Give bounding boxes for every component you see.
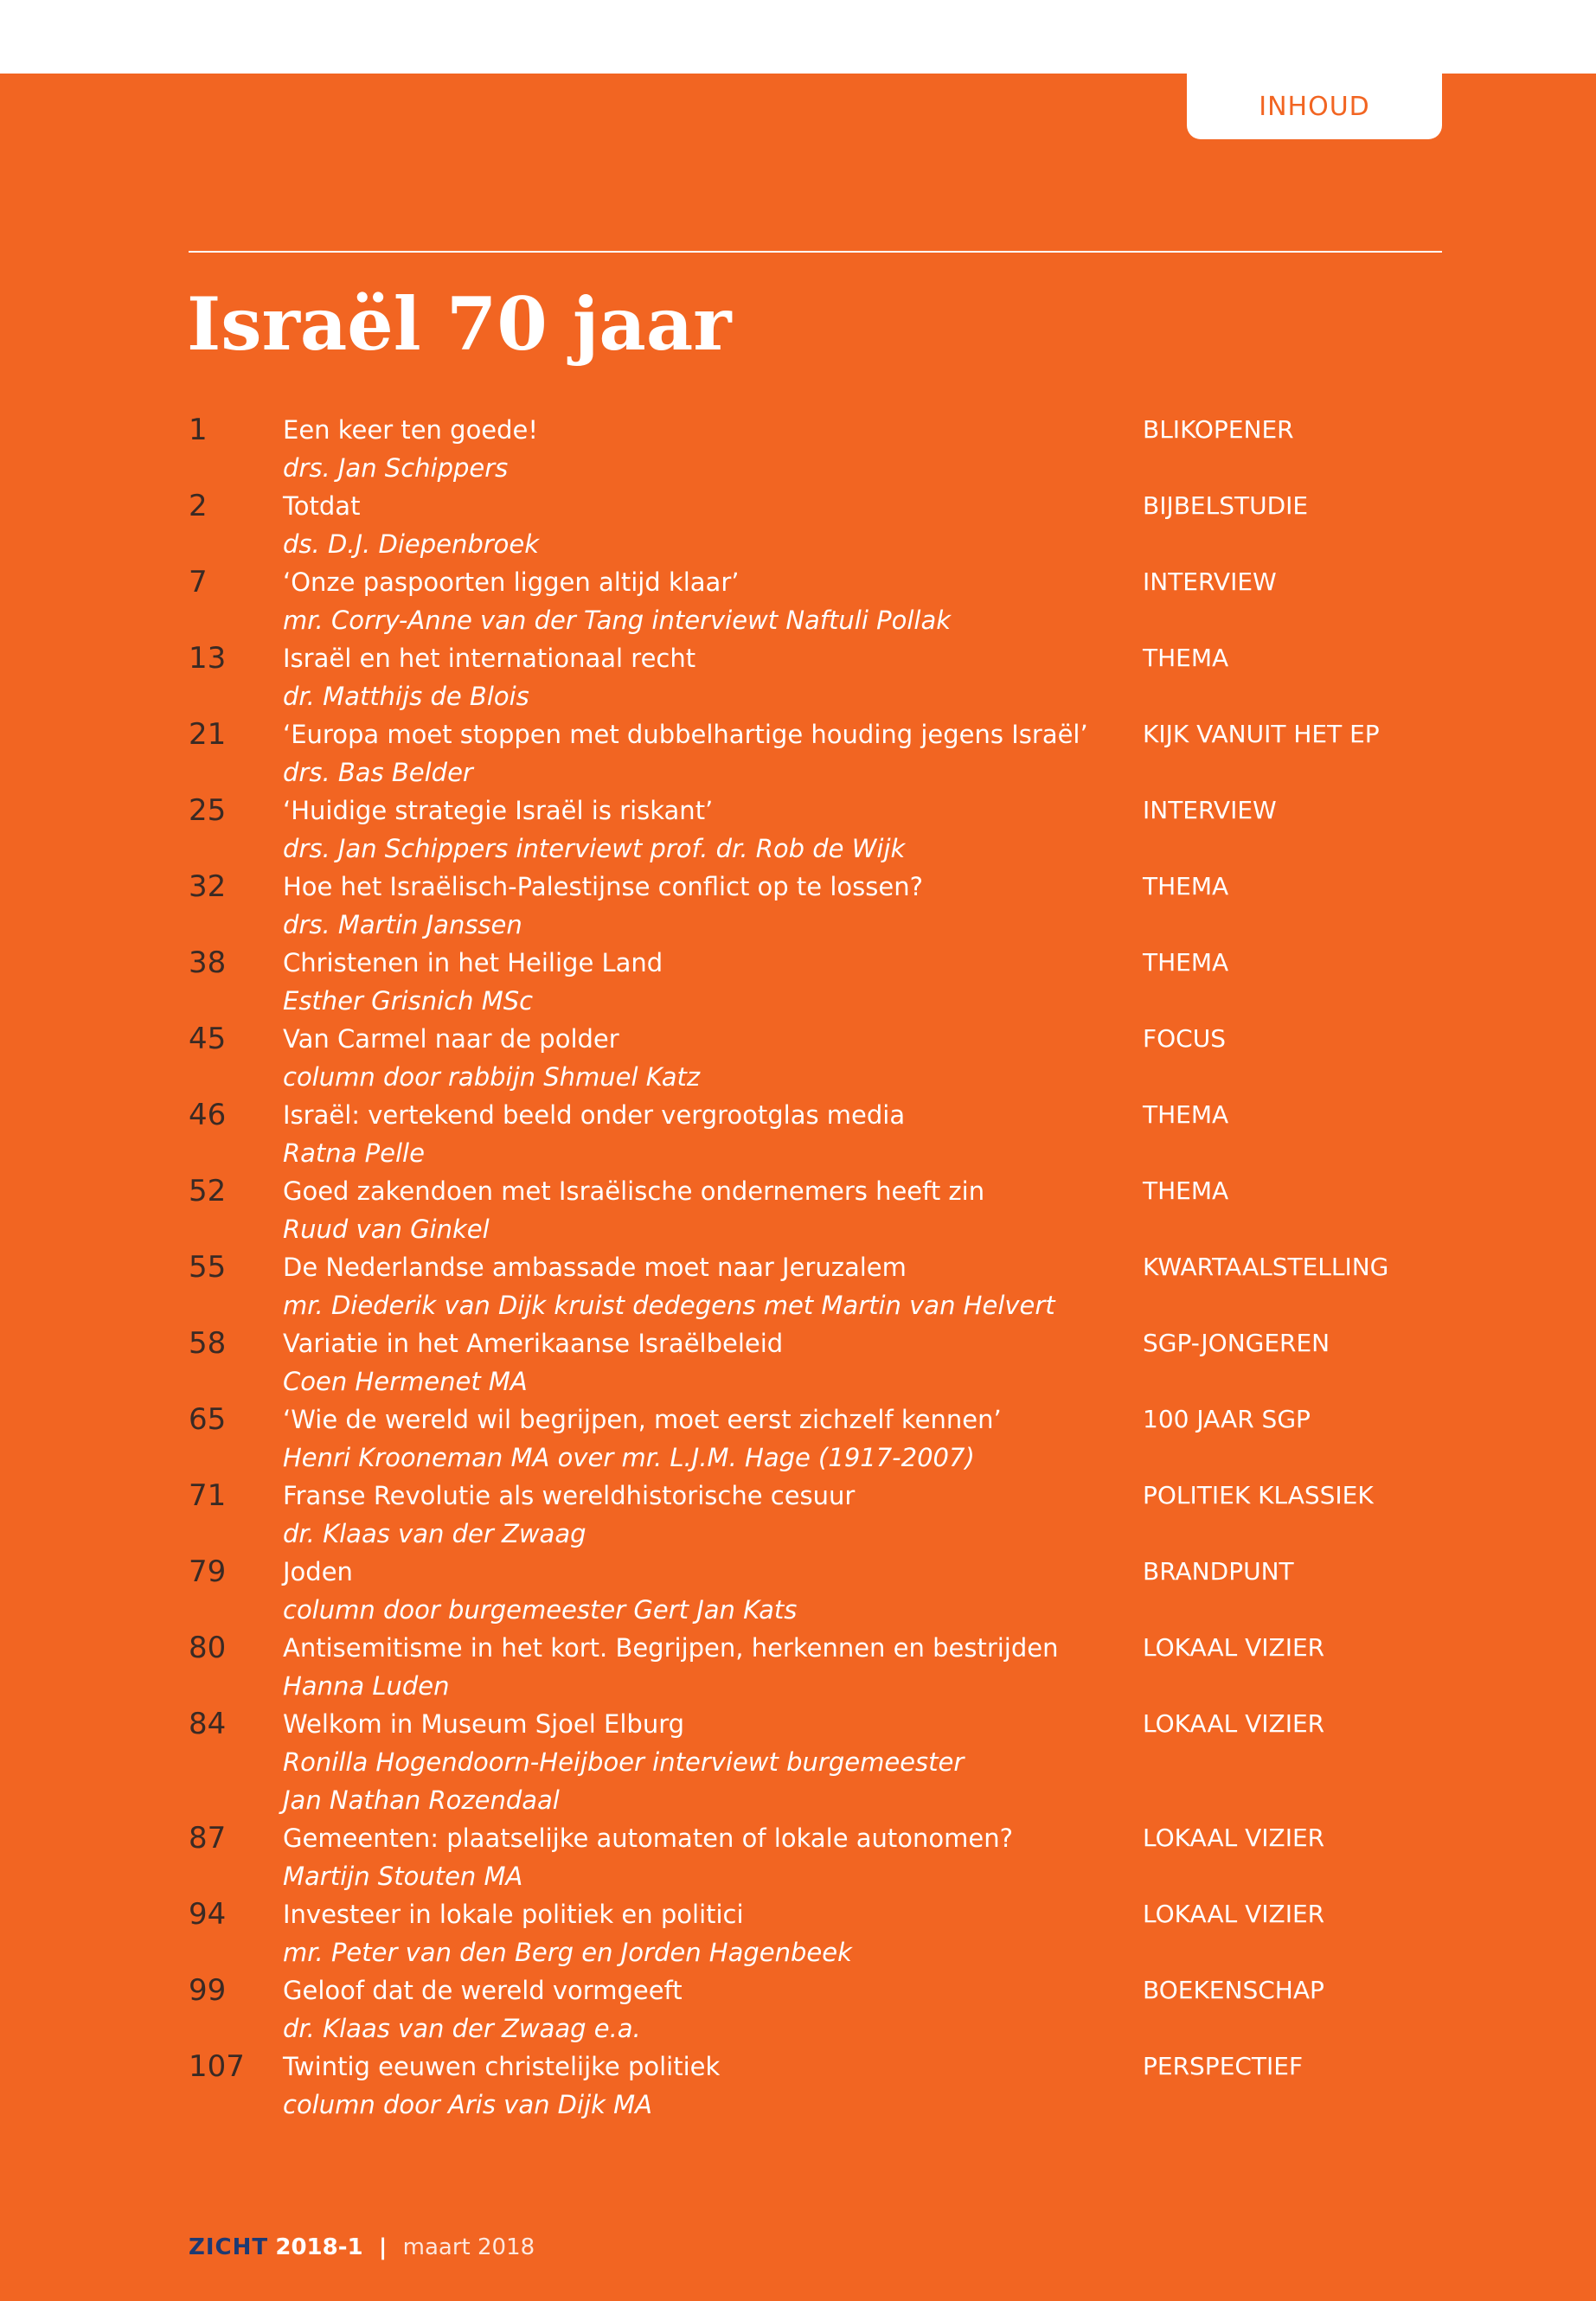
toc-article-title: Variatie in het Amerikaanse Israëlbeleid	[283, 1329, 784, 1358]
toc-entry	[189, 563, 1442, 639]
toc-article-author: dr. Matthijs de Blois	[283, 682, 529, 711]
footer-date: maart 2018	[402, 2234, 535, 2260]
toc-page-number: 55	[189, 1250, 227, 1285]
toc-category-label: BLIKOPENER	[1143, 415, 1294, 444]
toc-article-title: De Nederlandse ambassade moet naar Jeruzalem	[283, 1253, 907, 1282]
toc-category-label: THEMA	[1143, 872, 1229, 901]
toc-category-label: LOKAAL VIZIER	[1143, 1823, 1325, 1852]
toc-entry	[189, 1400, 1442, 1477]
toc-entry	[189, 1248, 1442, 1324]
toc-entry	[189, 487, 1442, 563]
toc-article-title: Israël: vertekend beeld onder vergrootglas media	[283, 1100, 906, 1130]
toc-entry	[189, 1553, 1442, 1629]
toc-page-number: 84	[189, 1707, 227, 1741]
toc-page-number: 52	[189, 1174, 227, 1208]
toc-category-label: THEMA	[1143, 1176, 1229, 1205]
toc-article-author: Esther Grisnich MSc	[283, 986, 534, 1016]
toc-category-label: INTERVIEW	[1143, 567, 1277, 596]
toc-entry	[189, 1477, 1442, 1553]
toc-article-title: Christenen in het Heilige Land	[283, 948, 663, 977]
footer-brand: ZICHT	[189, 2234, 269, 2260]
toc-category-label: THEMA	[1143, 948, 1229, 977]
toc-category-label: BRANDPUNT	[1143, 1557, 1294, 1586]
toc-page-number: 13	[189, 641, 227, 676]
toc-article-author: Ruud van Ginkel	[283, 1215, 490, 1244]
toc-entry	[189, 1971, 1442, 2048]
toc-category-label: BIJBELSTUDIE	[1143, 491, 1309, 520]
toc-category-label: LOKAAL VIZIER	[1143, 1900, 1325, 1928]
toc-article-title: Totdat	[283, 491, 361, 521]
toc-entry	[189, 944, 1442, 1020]
toc-page-number: 25	[189, 793, 227, 828]
toc-page-number: 46	[189, 1098, 227, 1132]
toc-article-author: drs. Jan Schippers	[283, 453, 509, 483]
toc-entry	[189, 1895, 1442, 1971]
toc-entry	[189, 1096, 1442, 1172]
toc-article-author: mr. Peter van den Berg en Jorden Hagenbeek	[283, 1938, 852, 1967]
toc-article-title: Israël en het internationaal recht	[283, 644, 696, 673]
toc-entry	[189, 1705, 1442, 1819]
toc-entry	[189, 1172, 1442, 1248]
toc-entry	[189, 1020, 1442, 1096]
toc-article-author: Jan Nathan Rozendaal	[283, 1785, 560, 1815]
toc-article-author: drs. Martin Janssen	[283, 910, 522, 939]
toc-article-author: Henri Krooneman MA over mr. L.J.M. Hage (1917-2007)	[283, 1443, 975, 1472]
toc-entry	[189, 868, 1442, 944]
toc-article-title: Hoe het Israëlisch-Palestijnse conflict op te lossen?	[283, 872, 923, 901]
toc-page-number: 65	[189, 1402, 227, 1437]
toc-article-author: drs. Jan Schippers interviewt prof. dr. Rob de Wijk	[283, 834, 906, 863]
toc-category-label: POLITIEK KLASSIEK	[1143, 1481, 1374, 1509]
toc-page-number: 32	[189, 869, 227, 904]
toc-article-author: mr. Corry-Anne van der Tang interviewt Naftuli Pollak	[283, 606, 952, 635]
toc-article-author: Ratna Pelle	[283, 1138, 425, 1168]
toc-category-label: 100 JAAR SGP	[1143, 1405, 1311, 1433]
toc-article-author: drs. Bas Belder	[283, 758, 473, 787]
section-tab-inhoud: INHOUD	[1187, 74, 1442, 139]
toc-category-label: INTERVIEW	[1143, 796, 1277, 824]
toc-entry	[189, 1819, 1442, 1895]
footer-separator: |	[378, 2234, 388, 2260]
toc-article-author: column door rabbijn Shmuel Katz	[283, 1062, 701, 1092]
toc-page-number: 58	[189, 1326, 227, 1361]
toc-page-number: 1	[189, 413, 208, 447]
toc-article-author: ds. D.J. Diepenbroek	[283, 529, 540, 559]
toc-entry	[189, 715, 1442, 792]
toc-article-author: dr. Klaas van der Zwaag	[283, 1519, 586, 1548]
toc-article-title: Van Carmel naar de polder	[283, 1024, 619, 1054]
page-title: Israël 70 jaar	[187, 281, 732, 367]
toc-page-number: 71	[189, 1478, 227, 1513]
toc-category-label: LOKAAL VIZIER	[1143, 1709, 1325, 1738]
toc-article-title: Investeer in lokale politiek en politici	[283, 1900, 744, 1929]
toc-article-title: Geloof dat de wereld vormgeeft	[283, 1976, 683, 2005]
toc-article-title: Welkom in Museum Sjoel Elburg	[283, 1709, 685, 1739]
toc-article-author: dr. Klaas van der Zwaag e.a.	[283, 2014, 641, 2043]
title-divider	[189, 251, 1442, 253]
toc-article-title: Goed zakendoen met Israëlische ondernemers heeft zin	[283, 1176, 985, 1206]
toc-article-author: Coen Hermenet MA	[283, 1367, 528, 1396]
toc-category-label: LOKAAL VIZIER	[1143, 1633, 1325, 1662]
toc-article-author: Ronilla Hogendoorn-Heijboer interviewt burgemeester	[283, 1747, 965, 1777]
toc-page-number: 80	[189, 1631, 227, 1665]
toc-page-number: 79	[189, 1554, 227, 1589]
toc-article-author: column door Aris van Dijk MA	[283, 2090, 652, 2119]
toc-page-number: 38	[189, 945, 227, 980]
toc-article-title: Twintig eeuwen christelijke politiek	[283, 2052, 721, 2081]
table-of-contents	[189, 411, 1442, 2124]
toc-entry	[189, 1629, 1442, 1705]
toc-article-title: Franse Revolutie als wereldhistorische cesuur	[283, 1481, 856, 1510]
toc-article-author: Martijn Stouten MA	[283, 1862, 523, 1891]
toc-page-number: 2	[189, 489, 208, 523]
toc-article-title: Joden	[283, 1557, 353, 1586]
page-footer	[189, 2230, 535, 2265]
toc-category-label: KIJK VANUIT HET EP	[1143, 720, 1380, 748]
toc-article-title: ‘Wie de wereld wil begrijpen, moet eerst zichzelf kennen’	[283, 1405, 1002, 1434]
toc-category-label: THEMA	[1143, 644, 1229, 672]
toc-article-author: mr. Diederik van Dijk kruist dedegens met Martin van Helvert	[283, 1291, 1055, 1320]
toc-article-title: ‘Onze paspoorten liggen altijd klaar’	[283, 567, 740, 597]
toc-article-title: Een keer ten goede!	[283, 415, 539, 445]
toc-category-label: KWARTAALSTELLING	[1143, 1253, 1389, 1281]
toc-article-author: Hanna Luden	[283, 1671, 450, 1701]
toc-page-number: 99	[189, 1973, 227, 2008]
toc-page-number: 107	[189, 2049, 245, 2084]
toc-page-number: 21	[189, 717, 227, 752]
toc-category-label: THEMA	[1143, 1100, 1229, 1129]
toc-article-title: ‘Europa moet stoppen met dubbelhartige houding jegens Israël’	[283, 720, 1088, 749]
toc-category-label: FOCUS	[1143, 1024, 1226, 1053]
toc-category-label: BOEKENSCHAP	[1143, 1976, 1324, 2004]
toc-category-label: PERSPECTIEF	[1143, 2052, 1304, 2080]
toc-article-title: ‘Huidige strategie Israël is riskant’	[283, 796, 714, 825]
toc-entry	[189, 792, 1442, 868]
toc-article-title: Antisemitisme in het kort. Begrijpen, herkennen en bestrijden	[283, 1633, 1059, 1663]
footer-issue: 2018-1	[275, 2234, 363, 2260]
toc-page-number: 45	[189, 1022, 227, 1056]
toc-entry	[189, 639, 1442, 715]
toc-article-author: column door burgemeester Gert Jan Kats	[283, 1595, 798, 1625]
toc-category-label: SGP-JONGEREN	[1143, 1329, 1330, 1357]
toc-entry	[189, 1324, 1442, 1400]
toc-page-number: 94	[189, 1897, 227, 1932]
toc-article-title: Gemeenten: plaatselijke automaten of lokale autonomen?	[283, 1823, 1014, 1853]
toc-entry	[189, 411, 1442, 487]
toc-entry	[189, 2048, 1442, 2124]
toc-page-number: 87	[189, 1821, 227, 1856]
toc-page-number: 7	[189, 565, 208, 599]
